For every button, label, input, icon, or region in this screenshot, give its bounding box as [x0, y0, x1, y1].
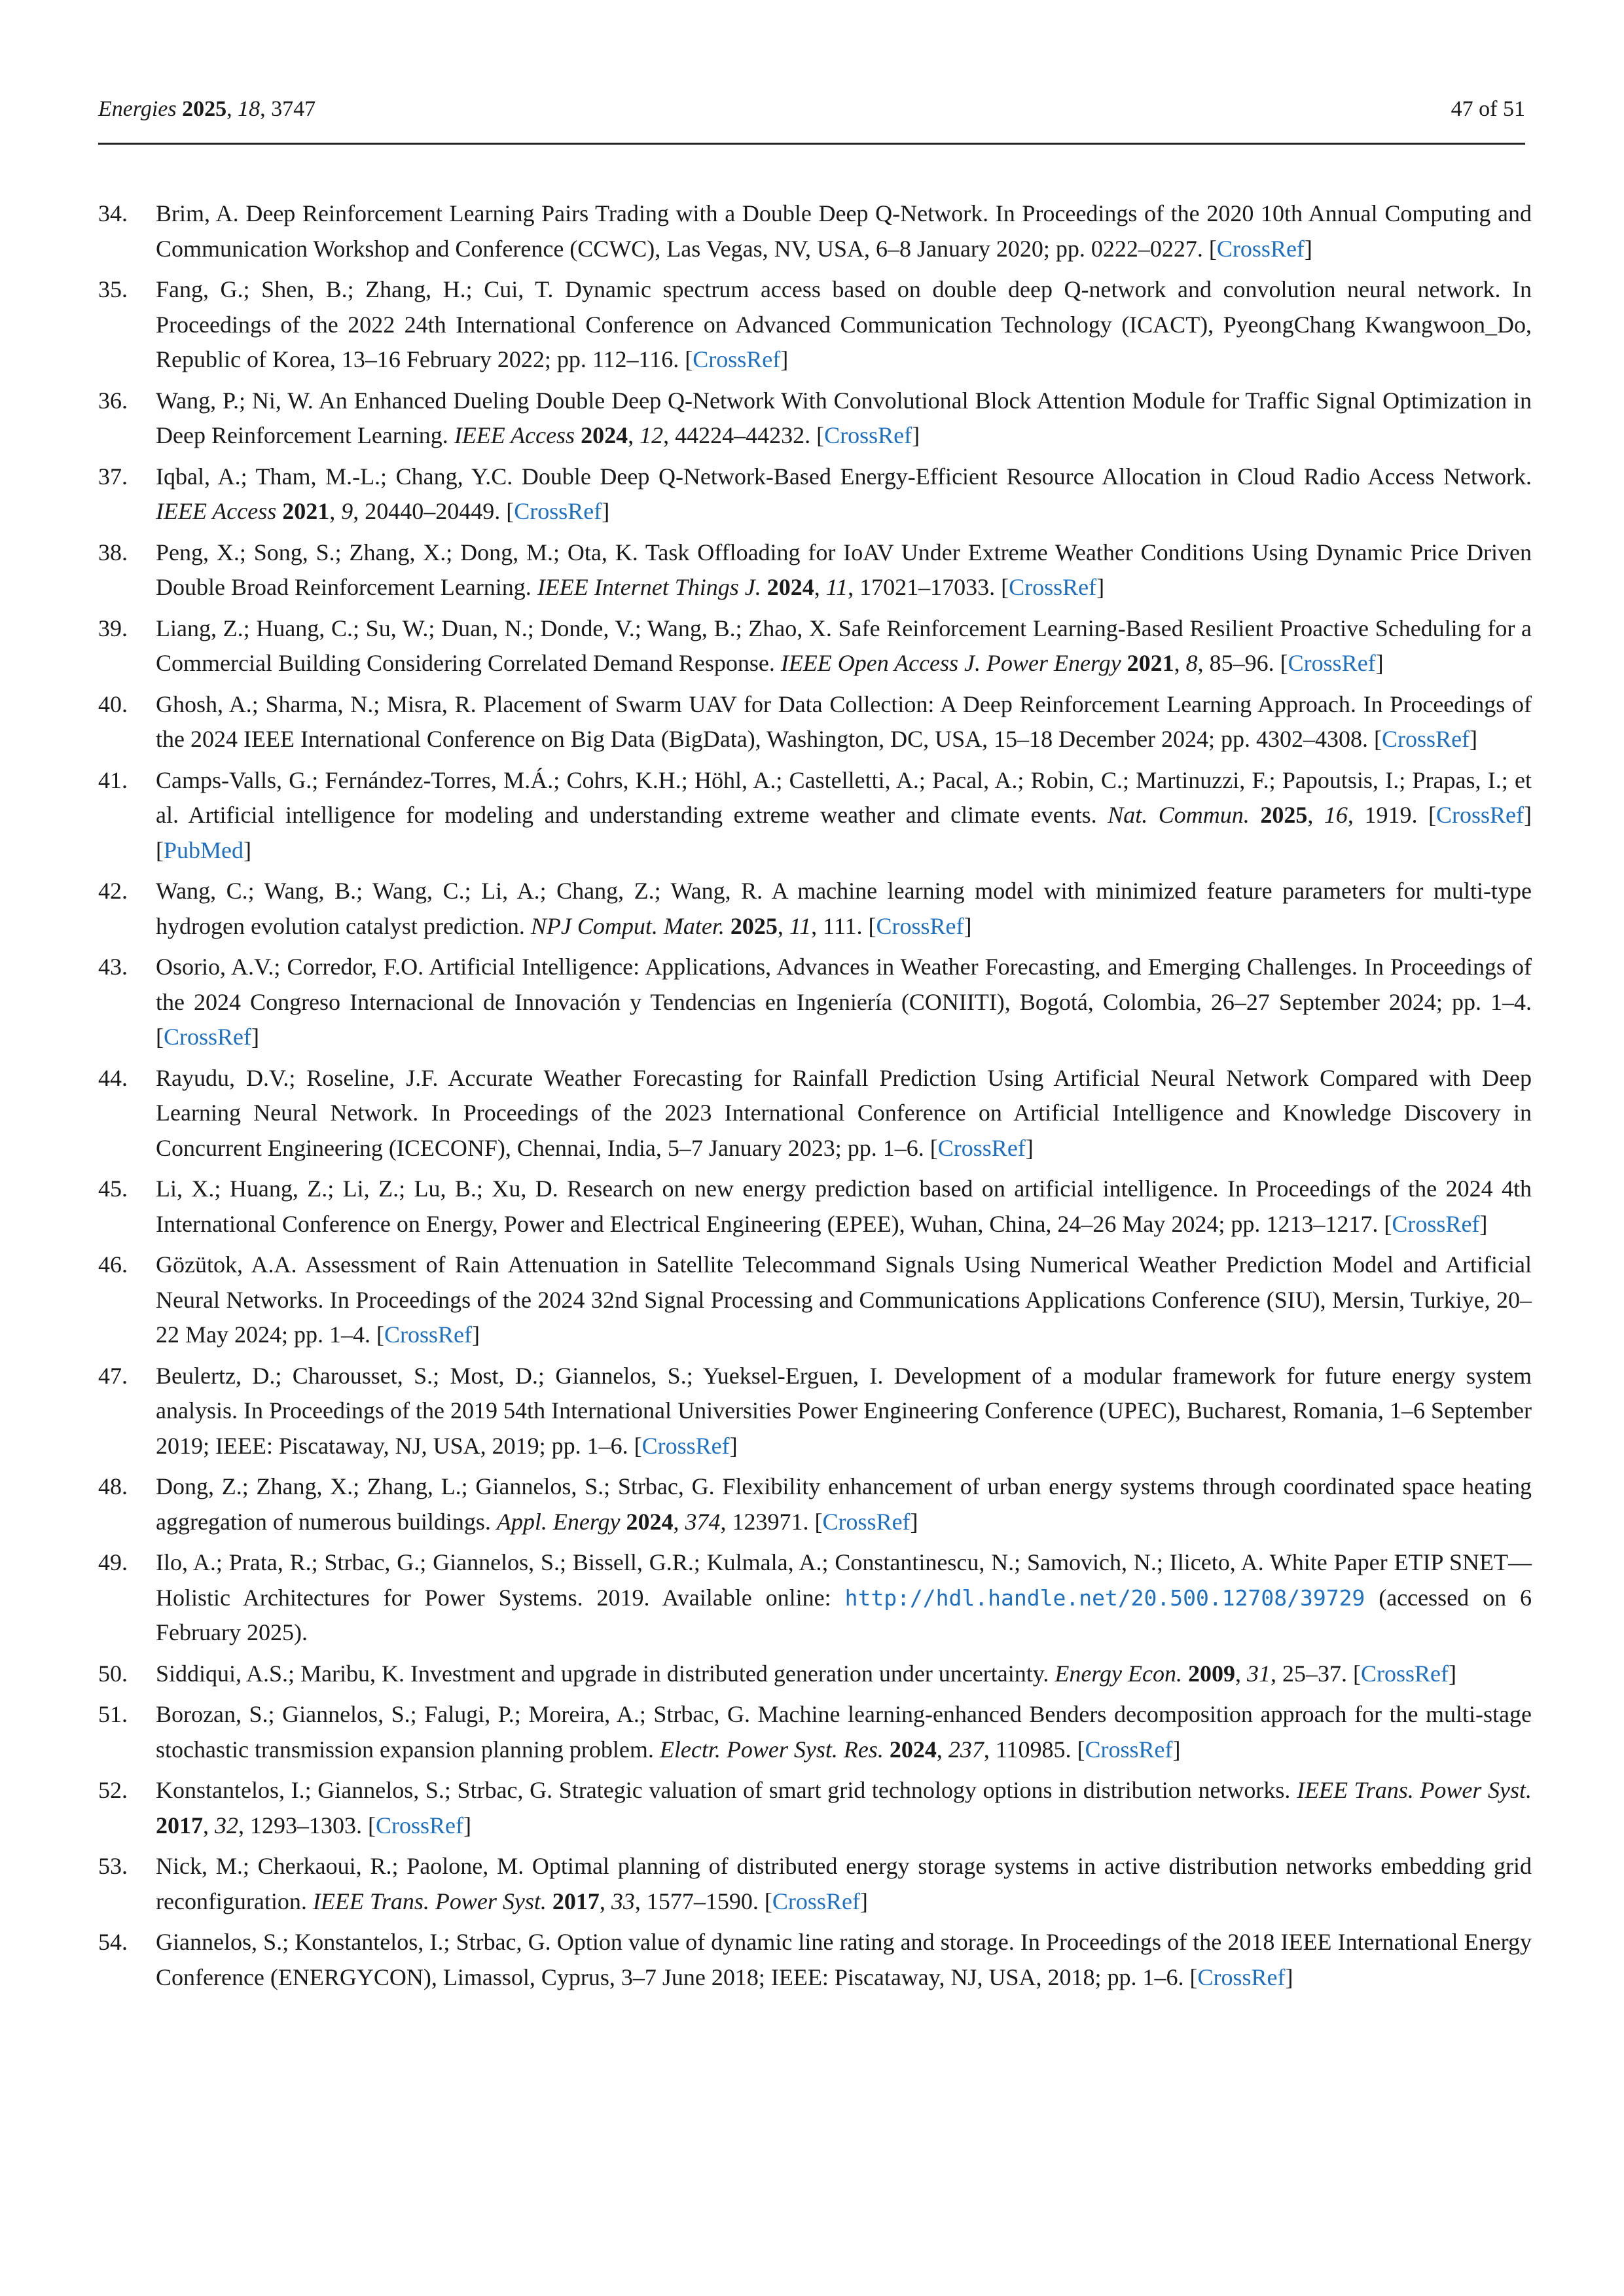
crossref-link[interactable]: CrossRef [1382, 726, 1470, 752]
reference-text [1121, 650, 1127, 676]
reference-item [98, 1545, 1532, 1651]
reference-item [98, 1061, 1532, 1166]
reference-text: , 17021–17033. [ [848, 574, 1009, 600]
reference-text: Liang, Z.; Huang, C.; Su, W.; Duan, N.; Donde, V.; Wang, B.; Zhao, X. Safe Reinforcement Learning-Based Resilient Proactive Scheduling for a Commercial Building Considering Correlated Demand Response. [156, 615, 1532, 676]
page-number: 47 of 51 [1451, 97, 1525, 121]
reference-text: , 1577–1590. [ [634, 1888, 772, 1914]
reference-number: 50. [98, 1660, 128, 1687]
reference-text: Wang, P.; Ni, W. An Enhanced Dueling Double Deep Q-Network With Convolutional Block Attention Module for Traffic Signal Optimization in Deep Reinforcement Learning. [156, 387, 1532, 448]
reference-text [547, 1888, 552, 1914]
reference-journal: Electr. Power Syst. Res. [659, 1736, 884, 1763]
reference-text: Osorio, A.V.; Corredor, F.O. Artificial Intelligence: Applications, Advances in Weather Forecasting, and Emerging Challenges. In Proceedings of the 2024 Congreso Internacional de Innovación y Tendencias en Ingeniería (CONIITI), Bogotá, Colombia, 26–27 September 2024; pp. 1–4. [ [156, 954, 1532, 1050]
reference-journal: 8 [1185, 650, 1198, 676]
reference-text: ] [1449, 1660, 1456, 1687]
reference-number: 40. [98, 691, 128, 717]
reference-text: , 85–96. [ [1197, 650, 1288, 676]
reference-number: 38. [98, 539, 128, 565]
reference-text: , 110985. [ [983, 1736, 1085, 1763]
reference-text: , [777, 912, 789, 939]
reference-year: 2017 [156, 1812, 203, 1839]
reference-text [1250, 802, 1261, 828]
reference-text: , 44224–44232. [ [663, 422, 825, 448]
reference-text: Camps-Valls, G.; Fernández-Torres, M.Á.; Cohrs, K.H.; Höhl, A.; Castelletti, A.; Pacal, A.; Robin, C.; Martinuzzi, F.; Papoutsis, I.; Prapas, I.; et al. Artificial intelligence for modeling and understanding extreme weather and climate events. [156, 766, 1532, 828]
reference-journal: IEEE Access [454, 422, 575, 448]
reference-text [621, 1509, 626, 1535]
reference-text: Rayudu, D.V.; Roseline, J.F. Accurate Weather Forecasting for Rainfall Prediction Using Artificial Neural Network Compared with Deep Learning Neural Network. In Proceedings of the 2023 International Conference on Artificial Intelligence and Knowledge Discovery in Concurrent Engineering (ICECONF), Chennai, India, 5–7 January 2023; pp. 1–6. [ [156, 1064, 1532, 1161]
reference-journal: 9 [341, 498, 353, 524]
crossref-link[interactable]: CrossRef [164, 1024, 251, 1050]
reference-journal: IEEE Open Access J. Power Energy [780, 650, 1121, 676]
reference-number: 41. [98, 766, 128, 793]
reference-number: 51. [98, 1701, 128, 1727]
reference-text: Nick, M.; Cherkaoui, R.; Paolone, M. Optimal planning of distributed energy storage systems in active distribution networks embedding grid reconfiguration. [156, 1853, 1532, 1914]
reference-text: , 1293–1303. [ [238, 1812, 376, 1839]
reference-text: , [329, 498, 342, 524]
reference-journal: Nat. Commun. [1108, 802, 1250, 828]
reference-journal: 32 [215, 1812, 238, 1839]
reference-journal: 31 [1247, 1660, 1271, 1687]
reference-text: , [203, 1812, 215, 1839]
reference-number: 48. [98, 1473, 128, 1499]
reference-journal: Appl. Energy [496, 1508, 621, 1535]
reference-text: Ghosh, A.; Sharma, N.; Misra, R. Placement of Swarm UAV for Data Collection: A Deep Reinforcement Learning Approach. In Proceedings of the 2024 IEEE International Conference on Big Data (BigData), Washington, DC, USA, 15–18 December 2024; pp. 4302–4308. [ [156, 691, 1532, 752]
reference-item [98, 1773, 1532, 1843]
crossref-link[interactable]: CrossRef [824, 422, 912, 448]
reference-text: ] [244, 836, 252, 863]
reference-text: Dong, Z.; Zhang, X.; Zhang, L.; Giannelos, S.; Strbac, G. Flexibility enhancement of urban energy systems through coordinated space heating aggregation of numerous buildings. [156, 1473, 1532, 1535]
reference-journal: NPJ Comput. Mater. [530, 912, 725, 939]
reference-number: 36. [98, 387, 128, 414]
reference-text [575, 422, 581, 448]
reference-text: (accessed on 6 February 2025). [156, 1584, 1532, 1645]
reference-text: , 111. [ [811, 912, 876, 939]
reference-list [98, 196, 1532, 2001]
crossref-link[interactable]: CrossRef [1436, 802, 1525, 828]
reference-text: ] [1096, 574, 1105, 600]
crossref-link[interactable]: CrossRef [822, 1508, 911, 1535]
reference-text: ] [1025, 1134, 1034, 1161]
journal-year: 2025 [182, 97, 227, 121]
reference-text: Gözütok, A.A. Assessment of Rain Attenuation in Satellite Telecommand Signals Using Numerical Weather Prediction Model and Artificial Neural Networks. In Proceedings of the 2024 32nd Signal Processing and Communications Applications Conference (SIU), Mersin, Turkiye, 20–22 May 2024; pp. 1–4. [ [156, 1251, 1532, 1348]
reference-text: , 20440–20449. [ [353, 498, 514, 524]
reference-year: 2024 [767, 574, 814, 600]
reference-text: ] [964, 912, 972, 939]
reference-text: , [814, 574, 826, 600]
reference-text: , 1919. [ [1347, 802, 1437, 828]
reference-year: 2024 [626, 1508, 674, 1535]
crossref-link[interactable]: CrossRef [641, 1432, 730, 1459]
reference-journal: IEEE Internet Things J. [537, 574, 761, 600]
reference-text [761, 574, 767, 600]
pubmed-link[interactable]: PubMed [164, 836, 244, 863]
reference-text: Brim, A. Deep Reinforcement Learning Pairs Trading with a Double Deep Q-Network. In Proceedings of the 2020 10th Annual Computing and Communication Workshop and Conference (CCWC), Las Vegas, NV, USA, 6–8 January 2020; pp. 0222–0227. [ [156, 200, 1532, 262]
reference-text: ] [729, 1432, 738, 1459]
reference-text: ] [602, 498, 610, 524]
reference-text: ] [912, 422, 920, 448]
reference-number: 46. [98, 1251, 128, 1278]
crossref-link[interactable]: CrossRef [384, 1321, 472, 1348]
reference-text: Li, X.; Huang, Z.; Li, Z.; Lu, B.; Xu, D. Research on new energy prediction based on artificial intelligence. In Proceedings of the 2024 4th International Conference on Energy, Power and Electrical Engineering (EPEE), Wuhan, China, 24–26 May 2024; pp. 1213–1217. [ [156, 1175, 1532, 1237]
reference-item [98, 687, 1532, 757]
reference-year: 2009 [1188, 1660, 1235, 1687]
reference-text: , [1174, 650, 1186, 676]
article-number: 3747 [271, 97, 316, 121]
reference-item [98, 384, 1532, 454]
reference-text [725, 913, 731, 939]
reference-number: 49. [98, 1549, 128, 1575]
reference-year: 2017 [552, 1888, 600, 1914]
reference-text: ] [1304, 235, 1312, 262]
reference-text: Siddiqui, A.S.; Maribu, K. Investment and upgrade in distributed generation under uncertainty. [156, 1660, 1055, 1687]
reference-number: 52. [98, 1777, 128, 1803]
reference-text: Iqbal, A.; Tham, M.-L.; Chang, Y.C. Double Deep Q-Network-Based Energy-Efficient Resource Allocation in Cloud Radio Access Network. [156, 463, 1532, 490]
crossref-link[interactable]: CrossRef [1392, 1210, 1480, 1237]
reference-text: , 25–37. [ [1271, 1660, 1361, 1687]
reference-journal: 11 [789, 912, 812, 939]
reference-item [98, 1925, 1532, 1995]
reference-item [98, 1697, 1532, 1767]
reference-text: Giannelos, S.; Konstantelos, I.; Strbac, G. Option value of dynamic line rating and storage. In Proceedings of the 2018 IEEE International Energy Conference (ENERGYCON), Limassol, Cyprus, 3–7 June 2018; IEEE: Piscataway, NJ, USA, 2018; pp. 1–6. [ [156, 1929, 1532, 1990]
reference-text: ] [1479, 1210, 1488, 1237]
reference-number: 34. [98, 200, 128, 226]
reference-item [98, 535, 1532, 605]
crossref-link[interactable]: CrossRef [876, 912, 964, 939]
reference-item [98, 1247, 1532, 1353]
reference-text: Konstantelos, I.; Giannelos, S.; Strbac, G. Strategic valuation of smart grid technology options in distribution networks. [156, 1777, 1297, 1803]
reference-text: , [936, 1736, 948, 1763]
reference-text [884, 1736, 890, 1763]
reference-journal: Energy Econ. [1055, 1660, 1182, 1687]
journal-name: Energies [98, 97, 177, 121]
reference-number: 42. [98, 878, 128, 904]
reference-number: 44. [98, 1064, 128, 1091]
reference-number: 39. [98, 615, 128, 641]
reference-text: , [1307, 802, 1324, 828]
reference-text: ] [859, 1888, 868, 1914]
reference-text [1182, 1660, 1188, 1687]
reference-item [98, 1469, 1532, 1539]
reference-text: , [673, 1508, 685, 1535]
reference-number: 47. [98, 1362, 128, 1389]
reference-journal: 33 [611, 1888, 635, 1914]
reference-text: ] [910, 1508, 918, 1535]
reference-text: , 123971. [ [720, 1508, 823, 1535]
crossref-link[interactable]: CrossRef [1197, 1964, 1286, 1990]
reference-item [98, 196, 1532, 266]
crossref-link[interactable]: CrossRef [1009, 574, 1097, 600]
reference-year: 2025 [1260, 802, 1308, 828]
reference-text: , [599, 1888, 611, 1914]
reference-number: 35. [98, 276, 128, 302]
url-link[interactable]: http://hdl.handle.net/20.500.12708/39729 [844, 1585, 1365, 1611]
crossref-link[interactable]: CrossRef [693, 346, 781, 372]
reference-journal: 11 [825, 574, 848, 600]
crossref-link[interactable]: CrossRef [937, 1134, 1026, 1161]
reference-item [98, 1849, 1532, 1919]
reference-item [98, 1172, 1532, 1242]
crossref-link[interactable]: CrossRef [1288, 650, 1376, 676]
reference-text: Fang, G.; Shen, B.; Zhang, H.; Cui, T. Dynamic spectrum access based on double deep Q-network and convolution neural network. In Proceedings of the 2022 24th International Conference on Advanced Communication Technology (ICACT), PyeongChang Kwangwoon_Do, Republic of Korea, 13–16 February 2022; pp. 112–116. [ [156, 276, 1532, 372]
reference-text: ] [780, 346, 789, 372]
crossref-link[interactable]: CrossRef [1085, 1736, 1173, 1763]
reference-year: 2024 [889, 1736, 937, 1763]
reference-year: 2025 [730, 912, 778, 939]
crossref-link[interactable]: CrossRef [1361, 1660, 1449, 1687]
reference-text: ] [463, 1812, 471, 1839]
reference-item [98, 459, 1532, 529]
reference-item [98, 611, 1532, 681]
crossref-link[interactable]: CrossRef [376, 1812, 463, 1839]
reference-item [98, 1359, 1532, 1464]
reference-text: ] [1285, 1964, 1293, 1990]
reference-year: 2024 [581, 422, 628, 448]
page-header [98, 97, 1525, 145]
reference-text [276, 498, 282, 524]
reference-text: ] [1375, 650, 1384, 676]
reference-item [98, 763, 1532, 869]
journal-citation: Energies 2025, 18, 3747 [98, 97, 316, 121]
reference-journal: 12 [640, 422, 664, 448]
reference-text: , [1235, 1660, 1247, 1687]
reference-text: Peng, X.; Song, S.; Zhang, X.; Dong, M.; Ota, K. Task Offloading for IoAV Under Extreme Weather Conditions Using Dynamic Price Driven Double Broad Reinforcement Learning. [156, 539, 1532, 600]
reference-item [98, 874, 1532, 944]
reference-item [98, 272, 1532, 378]
reference-year: 2021 [1127, 650, 1174, 676]
journal-volume: 18 [238, 97, 261, 121]
reference-item [98, 950, 1532, 1055]
reference-text: Beulertz, D.; Charousset, S.; Most, D.; Giannelos, S.; Yueksel-Erguen, I. Development of a modular framework for future energy system analysis. In Proceedings of the 2019 54th International Universities Power Engineering Conference (UPEC), Bucharest, Romania, 1–6 September 2019; IEEE: Piscataway, NJ, USA, 2019; pp. 1–6. [ [156, 1362, 1532, 1459]
reference-journal: IEEE Trans. Power Syst. [312, 1888, 547, 1914]
reference-number: 53. [98, 1853, 128, 1879]
reference-item [98, 1657, 1532, 1692]
reference-year: 2021 [282, 498, 330, 524]
reference-number: 37. [98, 463, 128, 490]
reference-text: ] [1172, 1736, 1181, 1763]
reference-journal: IEEE Access [156, 498, 277, 524]
crossref-link[interactable]: CrossRef [772, 1888, 860, 1914]
reference-text: ] [471, 1321, 480, 1348]
reference-journal: 16 [1324, 802, 1348, 828]
reference-text: ] [251, 1024, 259, 1050]
reference-number: 54. [98, 1929, 128, 1955]
reference-journal: 374 [685, 1508, 721, 1535]
reference-text: Borozan, S.; Giannelos, S.; Falugi, P.; Moreira, A.; Strbac, G. Machine learning-enhanced Benders decomposition approach for the multi-stage stochastic transmission expansion planning problem. [156, 1701, 1532, 1763]
reference-text: Ilo, A.; Prata, R.; Strbac, G.; Giannelos, S.; Bissell, G.R.; Kulmala, A.; Constantinescu, N.; Samovich, N.; Iliceto, A. White Paper ETIP SNET—Holistic Architectures for Power Systems. 2019. Available online: [156, 1549, 1532, 1611]
reference-number: 45. [98, 1175, 128, 1202]
reference-text: Wang, C.; Wang, B.; Wang, C.; Li, A.; Chang, Z.; Wang, R. A machine learning model with minimized feature parameters for multi-type hydrogen evolution catalyst prediction. [156, 878, 1532, 939]
reference-journal: 237 [948, 1736, 984, 1763]
reference-text: , [628, 422, 640, 448]
reference-text: ] [1470, 726, 1478, 752]
reference-text: ] [ [156, 802, 1532, 863]
reference-number: 43. [98, 954, 128, 980]
reference-journal: IEEE Trans. Power Syst. [1297, 1777, 1532, 1803]
crossref-link[interactable]: CrossRef [1216, 235, 1305, 262]
crossref-link[interactable]: CrossRef [514, 498, 602, 524]
